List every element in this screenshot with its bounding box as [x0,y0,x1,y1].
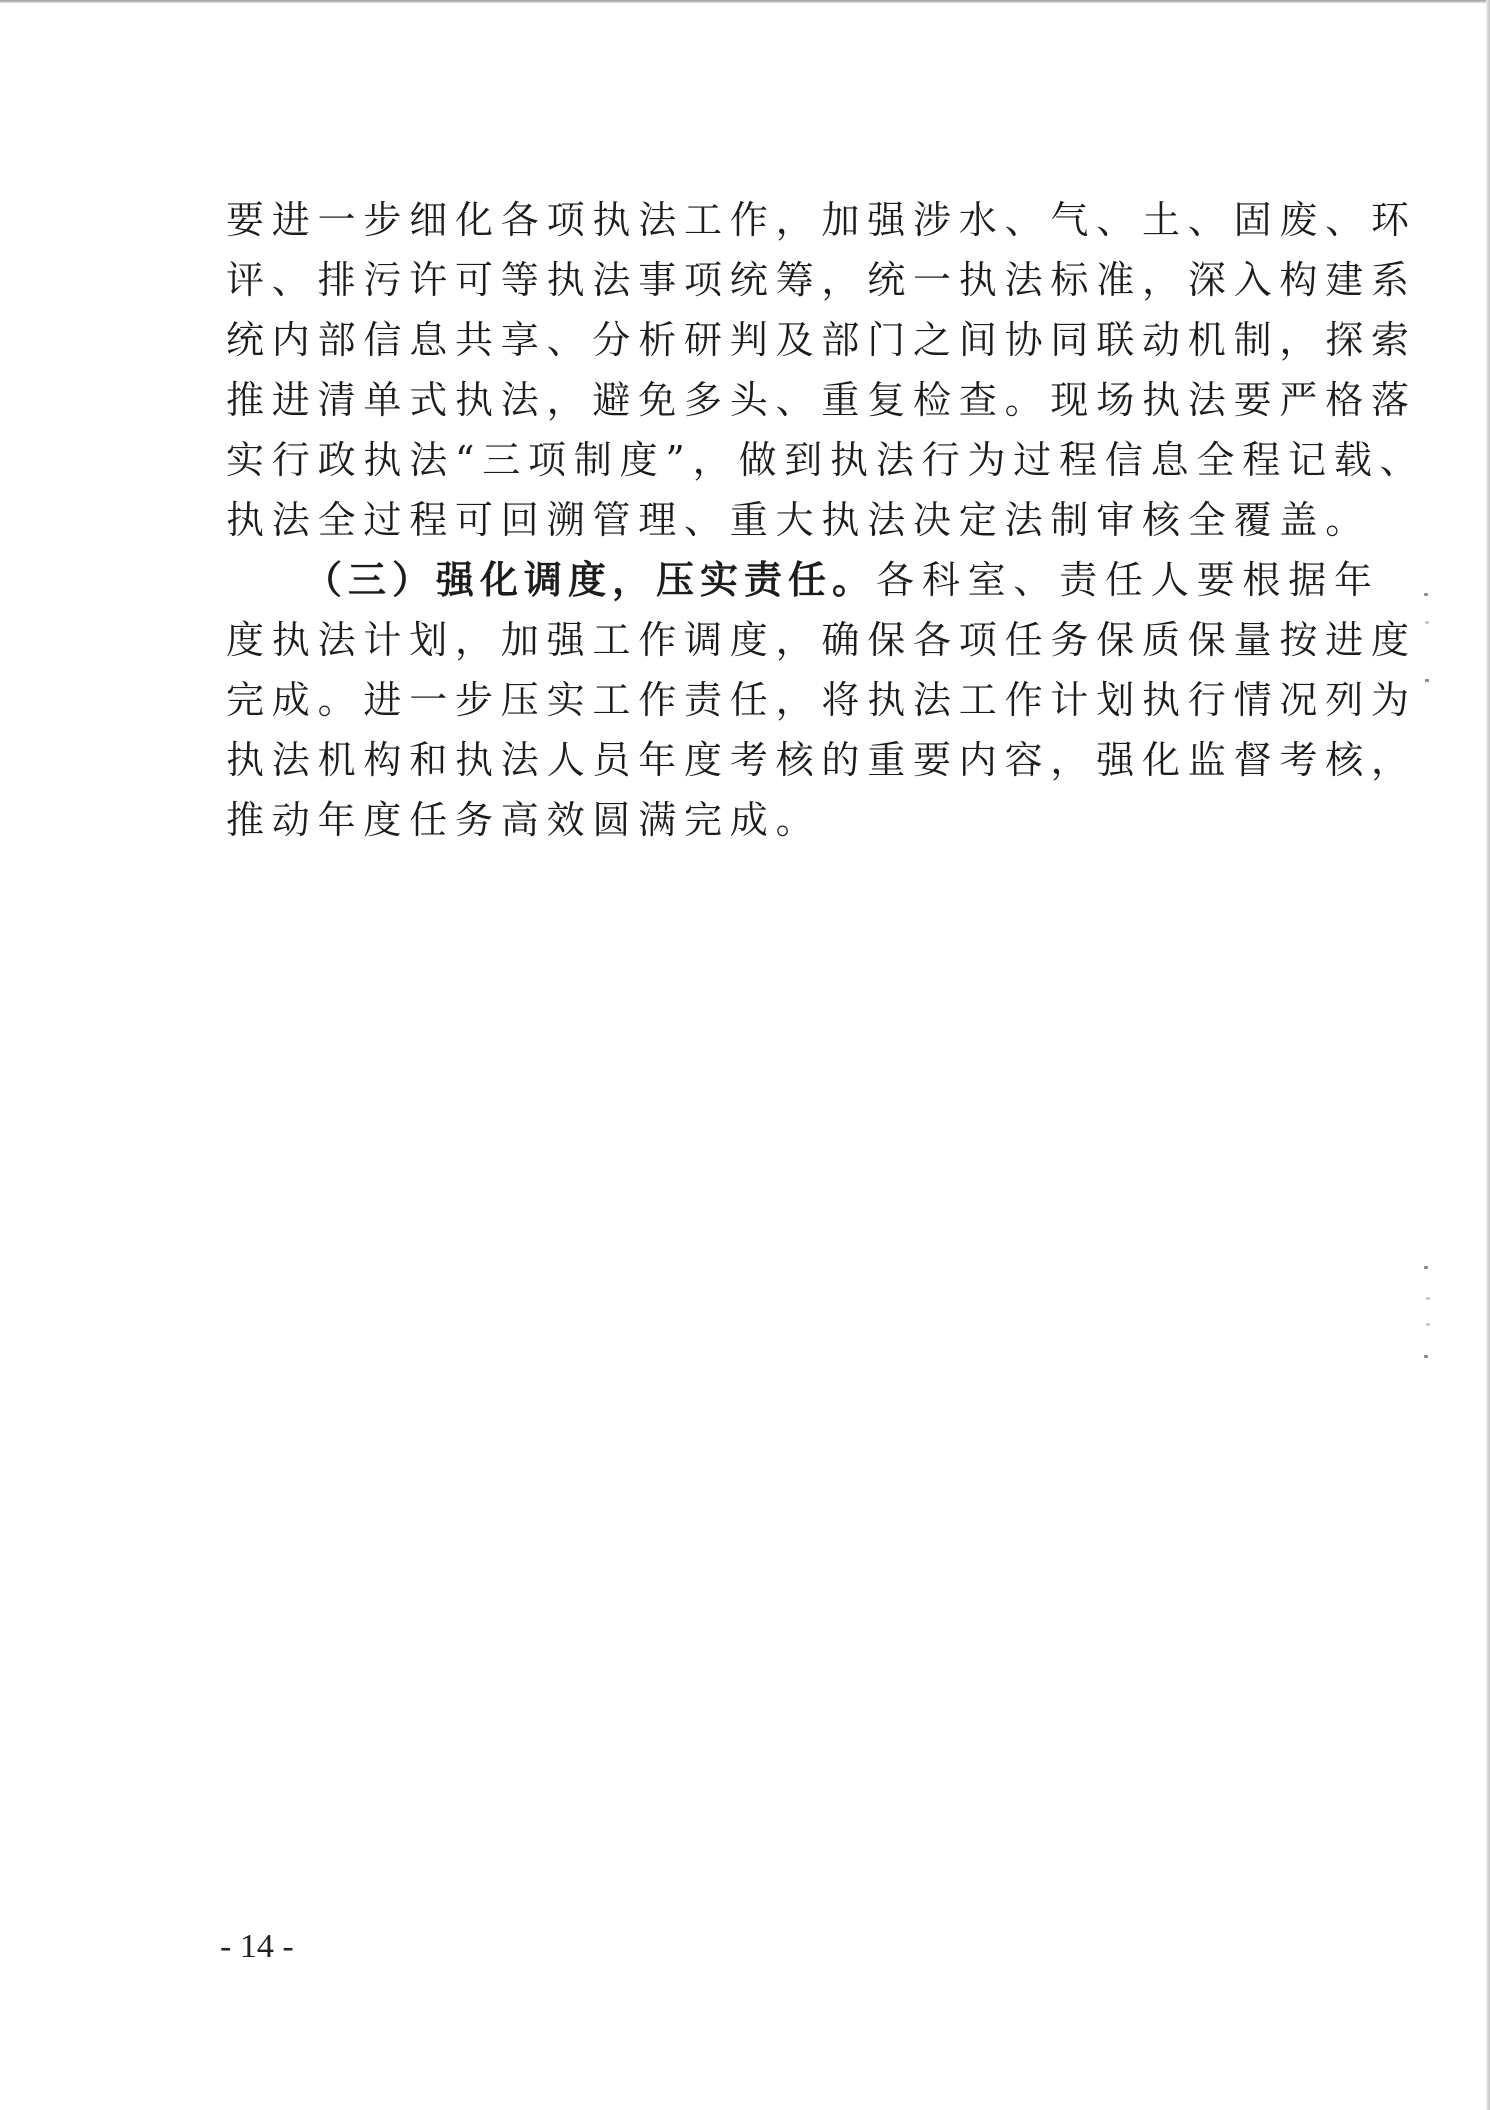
scan-speck [1424,1266,1428,1269]
text-line: 执法机构和执法人员年度考核的重要内容，强化监督考核， [226,738,1417,782]
text-line: 实行政执法“三项制度”，做到执法行为过程信息全程记载、 [226,438,1426,482]
document-body [226,190,1426,850]
text-line: 完成。进一步压实工作责任，将执法工作计划执行情况列为 [226,678,1417,722]
scan-speck [1424,593,1428,596]
text-line [226,550,1380,610]
text-line: 评、排污许可等执法事项统筹，统一执法标准，深入构建系 [226,258,1417,302]
text-line: 度执法计划，加强工作调度，确保各项任务保质保量按进度 [226,618,1417,662]
scan-right-edge [1486,0,1490,2110]
scan-top-edge [0,0,1490,3]
scan-speck [1425,621,1429,624]
text-line: 推动年度任务高效圆满完成。 [226,798,822,842]
scan-speck [1425,679,1429,682]
text-line: 执法全过程可回溯管理、重大执法决定法制审核全覆盖。 [226,498,1372,542]
page-number: - 14 - [220,1928,294,1965]
section-heading: （三）强化调度，压实责任。 [304,558,877,602]
scan-speck [1426,1297,1430,1300]
text-line: 要进一步细化各项执法工作，加强涉水、气、土、固废、环 [226,198,1417,242]
text-line: 统内部信息共享、分析研判及部门之间协同联动机制，探索 [226,318,1417,362]
text-line: 推进清单式执法，避免多头、重复检查。现场执法要严格落 [226,378,1417,422]
text-run: 各科室、责任人要根据年 [876,558,1380,602]
paragraph-2 [226,550,1417,850]
paragraph-1 [226,190,1426,550]
scan-speck [1424,1355,1428,1358]
scan-speck [1426,1323,1430,1326]
